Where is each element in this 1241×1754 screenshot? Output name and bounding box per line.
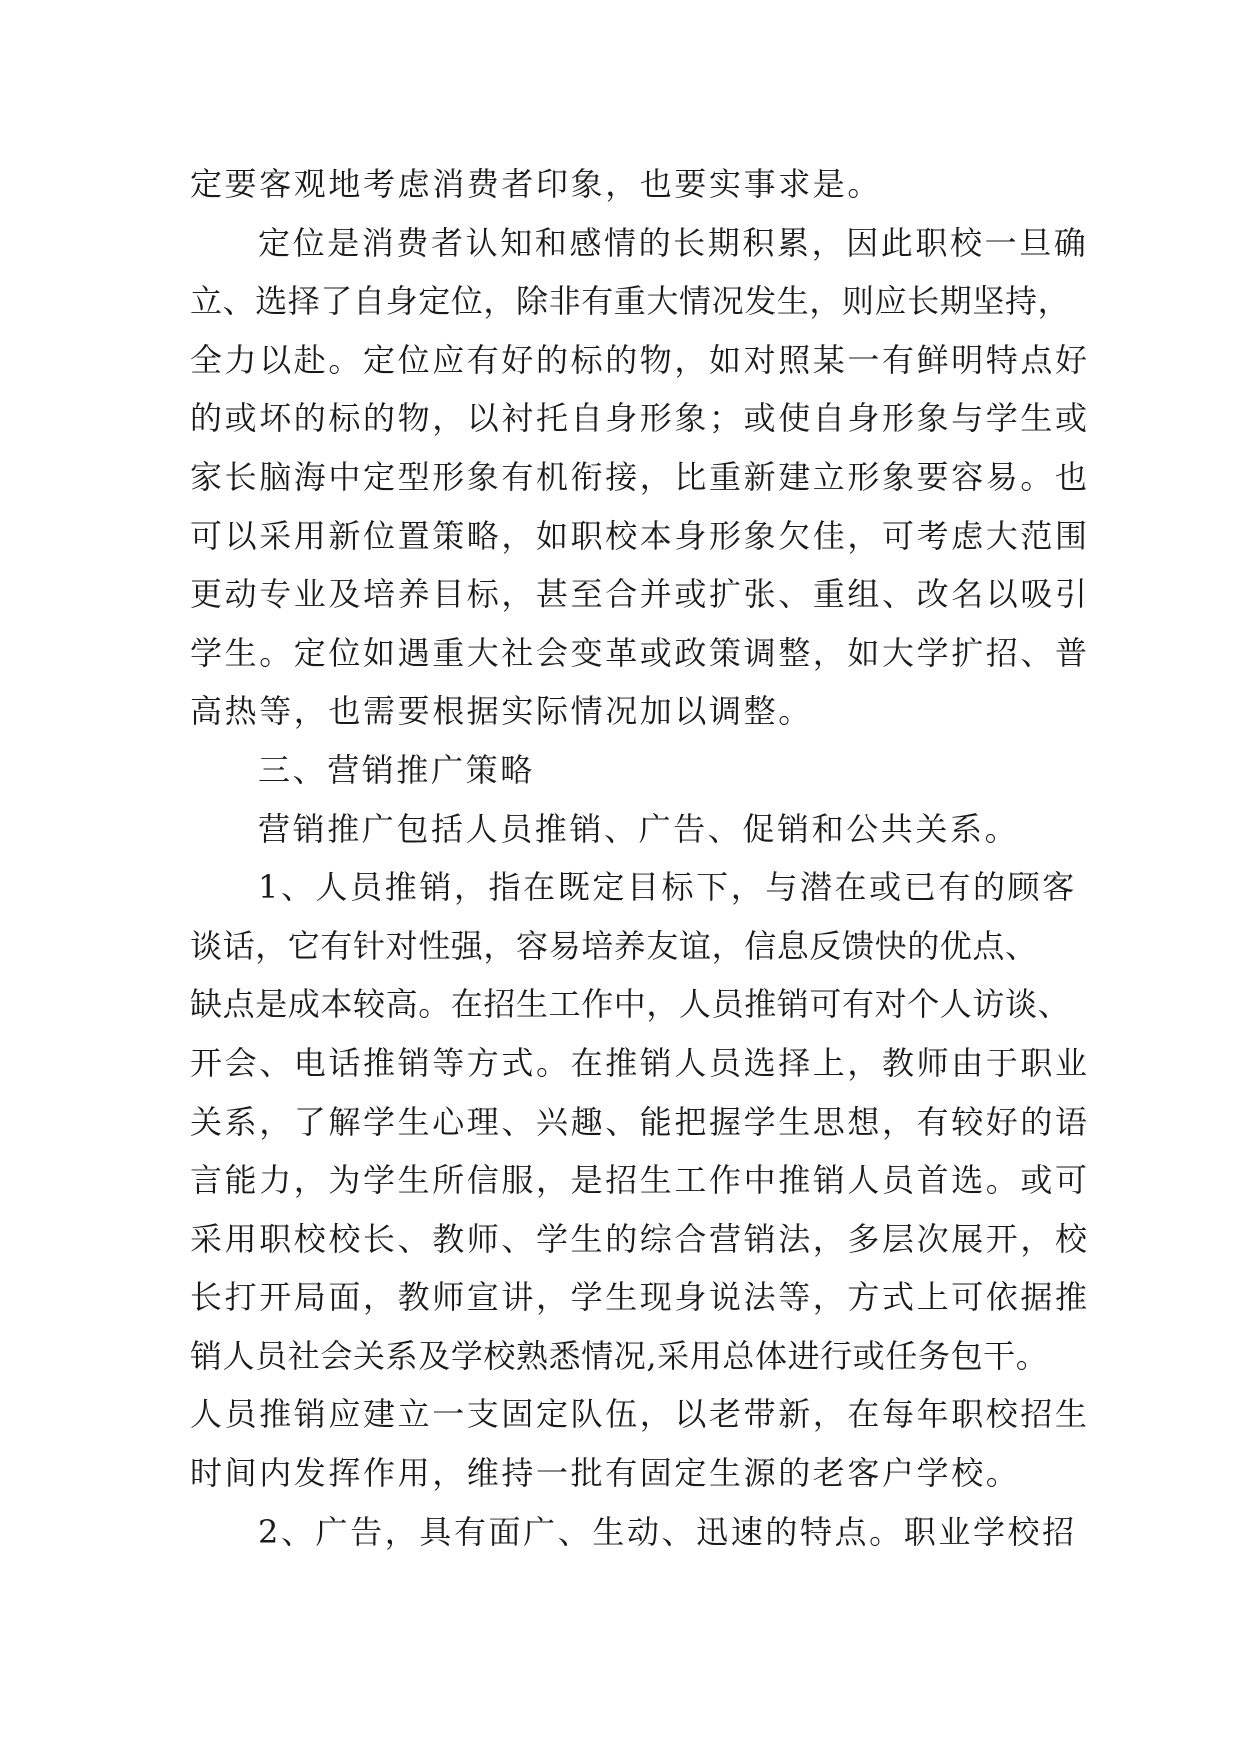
paragraph-line: 开会、电话推销等方式。在推销人员选择上，教师由于职业 <box>190 1043 1090 1082</box>
paragraph-line: 1、人员推销，指在既定目标下，与潜在或已有的顾客 <box>258 868 1077 907</box>
paragraph-line: 学生。定位如遇重大社会变革或政策调整，如大学扩招、普 <box>190 633 1090 672</box>
section-heading: 三、营销推广策略 <box>258 750 535 789</box>
paragraph-line: 缺点是成本较高。在招生工作中，人员推销可有对个人访谈、 <box>190 985 1071 1024</box>
paragraph-line: 2、广告，具有面广、生动、迅速的特点。职业学校招 <box>258 1512 1077 1551</box>
paragraph-line: 定要客观地考虑消费者印象，也要实事求是。 <box>190 165 883 203</box>
paragraph-line: 长打开局面，教师宣讲，学生现身说法等，方式上可依据推 <box>190 1278 1090 1317</box>
document-body <box>190 155 1090 1561</box>
paragraph-line: 言能力，为学生所信服，是招生工作中推销人员首选。或可 <box>190 1161 1090 1200</box>
paragraph-line: 时间内发挥作用，维持一批有固定生源的老客户学校。 <box>190 1454 1021 1493</box>
paragraph-line: 高热等，也需要根据实际情况加以调整。 <box>190 692 813 731</box>
paragraph-line: 采用职校校长、教师、学生的综合营销法，多层次展开，校 <box>190 1219 1090 1258</box>
paragraph-line: 更动专业及培养目标，甚至合并或扩张、重组、改名以吸引 <box>190 575 1090 614</box>
paragraph-line: 家长脑海中定型形象有机衔接，比重新建立形象要容易。也 <box>190 457 1090 496</box>
paragraph-line: 人员推销应建立一支固定队伍，以老带新，在每年职校招生 <box>190 1395 1090 1434</box>
paragraph-line: 营销推广包括人员推销、广告、促销和公共关系。 <box>258 809 1020 848</box>
paragraph-line: 全力以赴。定位应有好的标的物，如对照某一有鲜明特点好 <box>190 340 1090 379</box>
paragraph-line: 谈话，它有针对性强，容易培养友谊，信息反馈快的优点、 <box>190 926 1038 965</box>
paragraph-line: 关系，了解学生心理、兴趣、能把握学生思想，有较好的语 <box>190 1102 1090 1141</box>
paragraph-line: 立、选择了自身定位，除非有重大情况发生，则应长期坚持， <box>190 282 1071 321</box>
paragraph-line: 的或坏的标的物，以衬托自身形象；或使自身形象与学生或 <box>190 399 1090 438</box>
paragraph-line: 销人员社会关系及学校熟悉情况,采用总体进行或任务包干。 <box>190 1336 1049 1375</box>
paragraph-line: 定位是消费者认知和感情的长期积累，因此职校一旦确 <box>258 223 1089 262</box>
paragraph-line: 可以采用新位置策略，如职校本身形象欠佳，可考虑大范围 <box>190 516 1090 555</box>
